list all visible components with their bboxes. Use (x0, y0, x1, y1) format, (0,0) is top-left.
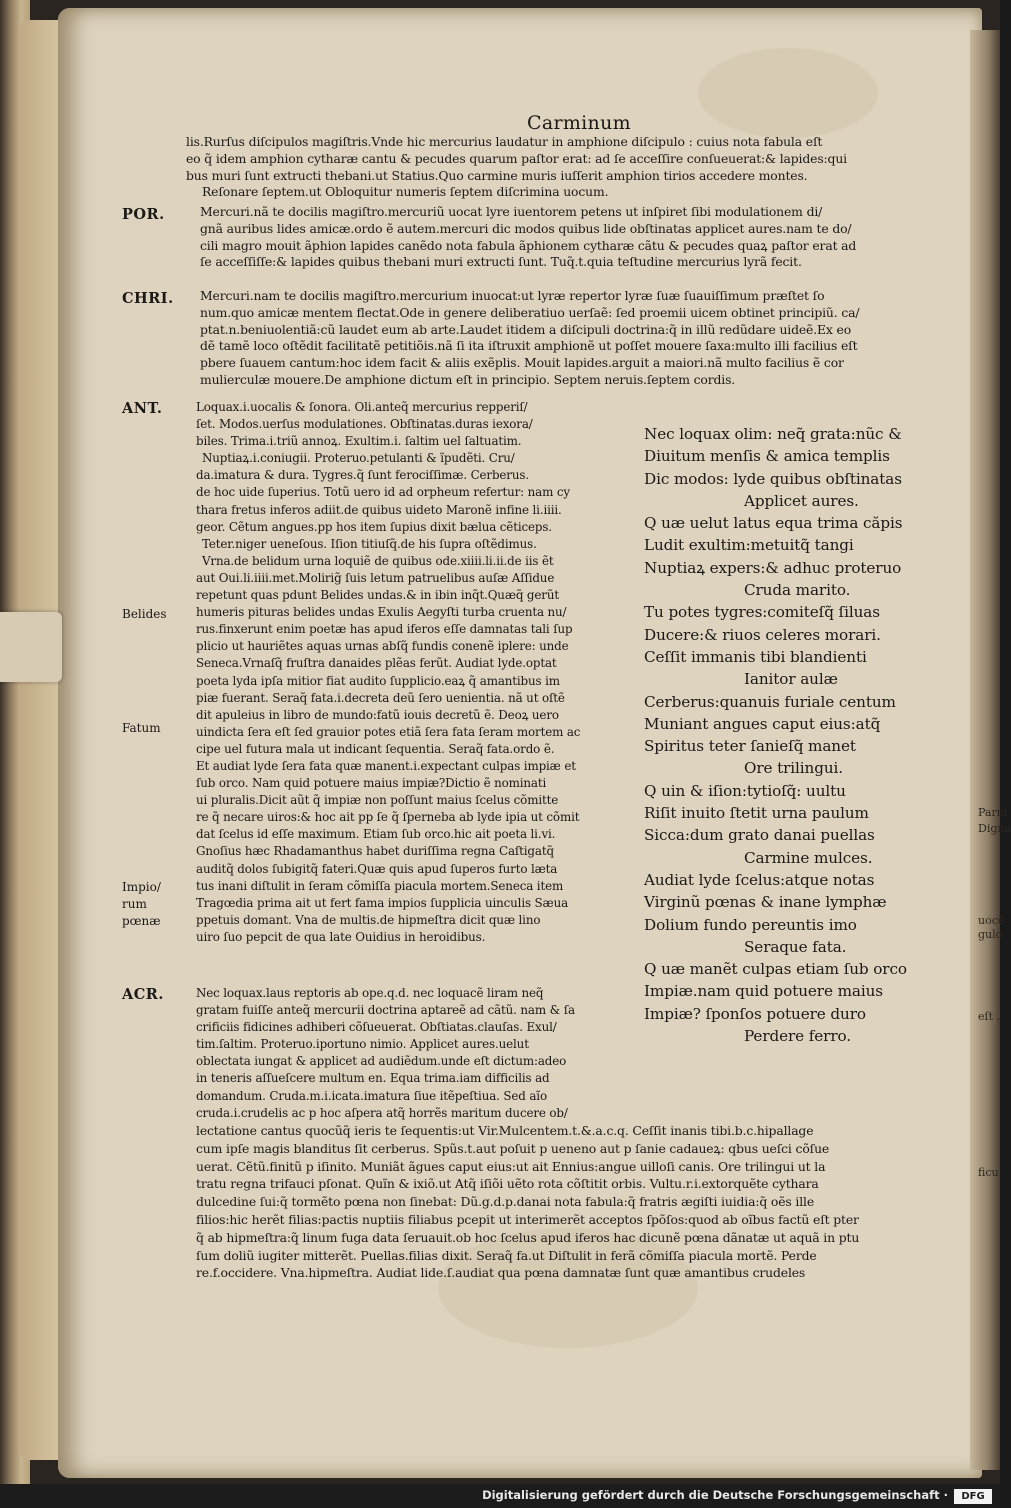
ant-line: Teter.niger ueneſous. Iſion titiuſq̃.de his ſupra oſtẽdimus. (202, 536, 537, 551)
ant-line: de hoc uide ſuperius. Totũ uero id ad orpheum refertur: nam cy (196, 485, 570, 500)
chri-line: Mercuri.nam te docilis magiſtro.mercurium inuocat:ut lyræ repertor lyræ ſuæ ſuauiſſimum præſtet ſo (200, 288, 825, 303)
ode-line: Dic modos: lyde quibus obſtinatas (644, 469, 902, 488)
ant-line: auditq̃ dolos ſubigitq̃ fateri.Quæ quis apud ſuperos furto læta (196, 861, 558, 876)
commentary-tail (196, 1122, 859, 1282)
margin-fatum: Fatum (122, 721, 161, 735)
ode-line: Spiritus teter ſanieſq̃ manet (644, 737, 856, 756)
ant-line: geor. Cẽtum angues.pp hos item ſupius dixit bælua cẽticeps. (196, 519, 552, 534)
ant-line: Vrna.de belidum urna loquiẽ de quibus ode.xiiii.li.ii.de iis ẽt (202, 553, 554, 568)
ode-line: Tu potes tygres:comiteſq̃ ſiluas (644, 603, 880, 622)
margin-impio-line: pœnæ (122, 914, 161, 928)
por-line: ſe acceſſiſſe:& lapides quibus thebani muri extructi ſunt. Tuq̃.t.quia teſtudine mercurius lyrã fecit. (200, 254, 802, 270)
tail-line: dulcedine ſui:q̃ tormẽto pœna non ſinebat: Dũ.g.d.p.danai nota fabula:q̃ fratris ægiſti iuidia:q̃ oẽs ille (196, 1194, 815, 1210)
intro-line: lis.Rurſus diſcipulos magiſtris.Vnde hic mercurius laudatur in amphione diſcipulo : cuius nota fabula eſt (186, 134, 823, 149)
page-header: Carminum (527, 112, 631, 134)
ode-line: Carmine mulces. (744, 848, 873, 867)
commentary-por (200, 204, 856, 271)
ode-line: Perdere ferro. (744, 1027, 852, 1046)
ode-line: Diuitum menſis & amica templis (644, 447, 890, 466)
ant-line: Tragœdia prima ait ut fert fama impios ſupplicia uinculis Sæua (196, 895, 569, 910)
tail-line: re.f.occidere. Vna.hipmeſtra. Audiat lide.ſ.audiat qua pœna damnatæ ſunt quæ amantibus crudeles (196, 1265, 806, 1281)
ant-line: repetunt quas pdunt Belides undas.& in ibin inq̃t.Quæq̃ gerũt (196, 588, 559, 603)
ant-line: Loquax.i.uocalis & ſonora. Oli.anteq̃ mercurius repperiſ/ (196, 400, 528, 414)
ant-line: Seneca.Vrnaſq̃ fruſtra danaides plẽas ferũt. Audiat lyde.optat (196, 656, 557, 671)
ant-line: piæ fuerant. Seraq̃ fata.i.decreta deũ ſero uenientia. nã ut oſtẽ (196, 690, 565, 705)
ode-line: Ducere:& riuos celeres morari. (644, 625, 881, 644)
ode-line: Cerberus:quanuis furiale centum (644, 692, 896, 711)
edge-fragment: Parni (978, 806, 1008, 819)
ode-line: Virginũ pœnas & inane lymphæ (644, 893, 887, 912)
ode-line: Dolium fundo pereuntis imo (644, 915, 857, 934)
ant-line: Nuptiaꝝ.i.coniugii. Proteruo.petulanti & ĩpudẽti. Cru/ (202, 451, 515, 466)
ant-line: thara fretus inferos adiit.de quibus uideto Maronẽ infine li.iiii. (196, 502, 562, 517)
ant-line: ſub orco. Nam quid potuere maius impiæ?Dictio ẽ nominati (196, 776, 547, 791)
tail-line: cum ipſe magis blanditus ſit cerberus. Spũs.t.aut poſuit p ueneno aut p ſanie cadaueꝝ: qbus ueſci cõſue (196, 1140, 830, 1156)
ant-line: biles. Trima.i.triũ annoꝝ. Exultim.i. ſaltim uel ſaltuatim. (196, 434, 522, 449)
margin-impiorum (122, 879, 161, 930)
ant-line: re q̃ necare uiros:& hoc ait pp ſe q̃ ſperneba ab lyde ipia ut cõmit (196, 810, 580, 825)
ant-line: poeta lyda ipſa mitior fiat audito ſupplicio.eaꝝ q̃ amantibus im (196, 673, 560, 688)
commentary-ant (196, 399, 580, 946)
ode-line: Q uin & iſion:tytioſq̃: uultu (644, 781, 846, 800)
label-acr: ACR. (122, 986, 164, 1003)
label-ant: ANT. (122, 400, 163, 417)
tail-line: lectatione cantus quocũq̃ ieris te ſequentis:ut Vir.Mulcentem.t.&.a.c.q. Ceſſit inanis tibi.b.c.hipallage (196, 1123, 814, 1138)
ode-line: Nuptiaꝝ expers:& adhuc proteruo (644, 558, 902, 577)
por-line: cili magro mouit ãphion lapides canẽdo nota fabula ãphionem cytharæ cãtu & pecudes quaꝝ paſtor erat ad (200, 237, 857, 253)
ant-line: humeris pituras belides undas Exulis Aegyſti turba cruenta nu/ (196, 605, 567, 620)
ant-line: aut Oui.li.iiii.met.Molirig̃ ſuis letum patruelibus auſæ Aſſidue (196, 570, 555, 585)
margin-belides: Belides (122, 607, 167, 621)
ode-line: Ceſſit immanis tibi blandienti (644, 647, 867, 666)
dfg-logo: DFG (954, 1489, 992, 1504)
ant-line: cipe uel futura mala ut indicant ſequentia. Seraq̃ fata.ordo ẽ. (196, 741, 555, 756)
ant-line: uiro ſuo pepcit de qua late Ouidius in heroidibus. (196, 929, 486, 944)
ode-line: Nec loquax olim: neq̃ grata:nũc & (644, 425, 902, 443)
ode-line: Impiæ? ſponſos potuere duro (644, 1004, 866, 1023)
ant-line: plicio ut hauriẽtes aquas urnas abſq̃ fundis conenẽ iplere: unde (196, 639, 569, 654)
chri-line: mulierculæ mouere.De amphione dictum eſt in principio. Septem neruis.ſeptem cordis. (200, 371, 736, 387)
acr-line: gratam fuiſſe anteq̃ mercurii doctrina aptareẽ ad cãtũ. nam & ſa (196, 1003, 575, 1018)
acr-line: tim.ſaltim. Proteruo.iportuno nimio. Applicet aures.uelut (196, 1037, 529, 1052)
chri-line: ptat.n.beniuolentiã:cũ laudet eum ab arte.Laudet itidem a diſcipuli doctrina:q̃ in illũ redũdare uideẽ.Ex eo (200, 321, 852, 337)
chri-line: num.quo amicæ mentem flectat.Ode in genere deliberatiuo uerſaẽ: ſed proemii uicem obtinet principiũ. ca/ (200, 304, 860, 320)
acr-line: in teneris aſſueſcere multum en. Equa trima.iam difficilis ad (196, 1071, 550, 1086)
intro-line: eo q̃ idem amphion cytharæ cantu & pecudes quarum paſtor erat: ad ſe acceſſire conſueuerat:& lapides:qui (186, 150, 847, 166)
edge-fragment: ficu (978, 1166, 999, 1179)
tail-line: q̃ ab hipmeſtra:q̃ linum fuga data ſeruauit.ob hoc ſcelus apud iferos hac dicunẽ pœna dãnatæ ut aquã in ptu (196, 1229, 860, 1245)
ant-line: ppetuis domant. Vna de multis.de hipmeſtra dicit quæ lino (196, 912, 541, 927)
ode-line: Applicet aures. (744, 491, 859, 510)
ode-line: Q uæ manẽt culpas etiam ſub orco (644, 960, 907, 979)
ant-line: uindicta ſera eſt ſed grauior potes etiã ſera fata ſeram mortem ac (196, 724, 581, 739)
ant-line: ui pluralis.Dicit aũt q̃ impiæ non poſſunt maius ſcelus cõmitte (196, 793, 559, 808)
ant-line: dit apuleius in libro de mundo:fatũ iouis decretũ ẽ. Deoꝝ uero (196, 707, 559, 722)
commentary-intro (186, 134, 847, 201)
commentary-chri (200, 288, 859, 389)
acr-line: domandum. Cruda.m.i.icata.imatura ſiue itẽpeſtiua. Sed aĩo (196, 1088, 547, 1103)
ode-line: Impiæ.nam quid potuere maius (644, 982, 883, 1001)
por-line: gnã auribus lides amicæ.ordo ẽ autem.mercuri dic modos quibus lide obſtinatas applicet aures.nam te do/ (200, 220, 852, 236)
ode-text (644, 423, 907, 1047)
intro-line: bus muri ſunt extructi thebani.ut Statius.Quo carmine muris iuſſerit amphion tirios accedere montes. (186, 167, 808, 183)
ant-line: da.imatura & dura. Tygres.q̃ ſunt ferociſſimæ. Cerberus. (196, 468, 529, 483)
tail-line: ſum doliũ iugiter mitterẽt. Puellas.filias dixit. Seraq̃ fa.ut Diſtulit in ferã cõmiſſa piacula mortẽ. Perde (196, 1247, 817, 1263)
label-por: POR. (122, 206, 165, 223)
ode-line: Riſit inuito ſtetit urna paulum (644, 804, 869, 823)
ant-line: Gnoſius hæc Rhadamanthus habet duriſſima regna Caſtigatq̃ (196, 844, 554, 859)
right-page-edge (970, 30, 1003, 1470)
acr-line: crificiis fidicines adhiberi cõſueuerat. Obſtiatas.clauſas. Exul/ (196, 1020, 557, 1035)
label-chri: CHRI. (122, 290, 174, 307)
acr-line: Nec loquax.laus reptoris ab ope.q.d. nec loquacẽ liram neq̃ (196, 986, 544, 1000)
acr-line: cruda.i.crudelis ac p hoc aſpera atq̃ horrẽs maritum ducere ob/ (196, 1105, 568, 1120)
edge-fragment: gulo (978, 928, 1003, 941)
tail-line: uerat. Cẽtũ.finitũ p iſinito. Muniãt ãgues caput eius:ut ait Ennius:angue uilloſi canis. Ore trilingui ut la (196, 1158, 826, 1174)
ant-line: dat ſcelus id eſſe maximum. Etiam ſub orco.hic ait poeta li.vi. (196, 827, 556, 842)
page-tab-marker (0, 612, 62, 682)
tail-line: tratu regna trifauci pſonat. Quĩn & ixiõ.ut Atq̃ iſiõi uẽto rota cõſtitit orbis. Vultu.r.i.extorquẽte cythara (196, 1176, 819, 1192)
ant-line: ſet. Modos.uerſus modulationes. Obſtinatas.duras iexora/ (196, 417, 533, 432)
footer-credit: Digitalisierung gefördert durch die Deutsche Forschungsgemeinschaft · (482, 1488, 948, 1502)
ode-line: Ludit exultim:metuitq̃ tangi (644, 536, 854, 555)
edge-fragment: eſt . (978, 1010, 1000, 1023)
ode-line: Ore trilingui. (744, 759, 844, 778)
margin-impio-line: Impio/ (122, 880, 161, 894)
ode-line: Cruda marito. (744, 581, 851, 600)
ant-line: tus inani diſtulit in ſeram cõmiſſa piacula mortem.Seneca item (196, 878, 564, 893)
commentary-acr (196, 985, 575, 1122)
ode-line: Audiat lyde ſcelus:atque notas (644, 870, 875, 889)
acr-line: oblectata iungat & applicet ad audiẽdum.unde eſt dictum:adeo (196, 1054, 567, 1069)
ode-line: Sicca:dum grato danai puellas (644, 826, 875, 845)
edge-fragment: Digna (978, 822, 1011, 835)
edge-fragment: uocẽ (978, 914, 1005, 927)
ant-line: Et audiat lyde ſera fata quæ manent.i.expectant culpas impiæ et (196, 758, 576, 773)
chri-line: dẽ tamẽ loco oſtẽdit facilitatẽ petitiõis.nã ſi ita iſtruxit amphionẽ ut poſſet mouere ſaxa:multo illi facilius eſt (200, 338, 858, 354)
tail-line: filios:hic herẽt filias:pactis nuptiis filiabus pcepit ut interimerẽt acceptos ſpõſos:quod ab oĩbus factũ eſt pter (196, 1211, 859, 1227)
por-line: Mercuri.nã te docilis magiſtro.mercuriũ uocat lyre iuentorem petens ut inſpiret ſibi modulationem di/ (200, 204, 823, 219)
ode-line: Seraque fata. (744, 937, 847, 956)
chri-line: pbere ſuauem cantum:hoc idem facit & aliis exẽplis. Mouit lapides.arguit a maiori.nã multo facilius ẽ cor (200, 355, 844, 371)
margin-impio-line: rum (122, 897, 147, 911)
intro-line: Reſonare ſeptem.ut Obloquitur numeris ſeptem diſcrimina uocum. (202, 184, 609, 200)
ode-line: Muniant angues caput eius:atq̃ (644, 714, 881, 733)
ode-line: Q uæ uelut latus equa trima căpis (644, 514, 903, 533)
ode-line: Ianitor aulæ (744, 670, 838, 689)
ant-line: rus.finxerunt enim poetæ has apud iferos eſſe damnatas tali ſup (196, 622, 573, 637)
